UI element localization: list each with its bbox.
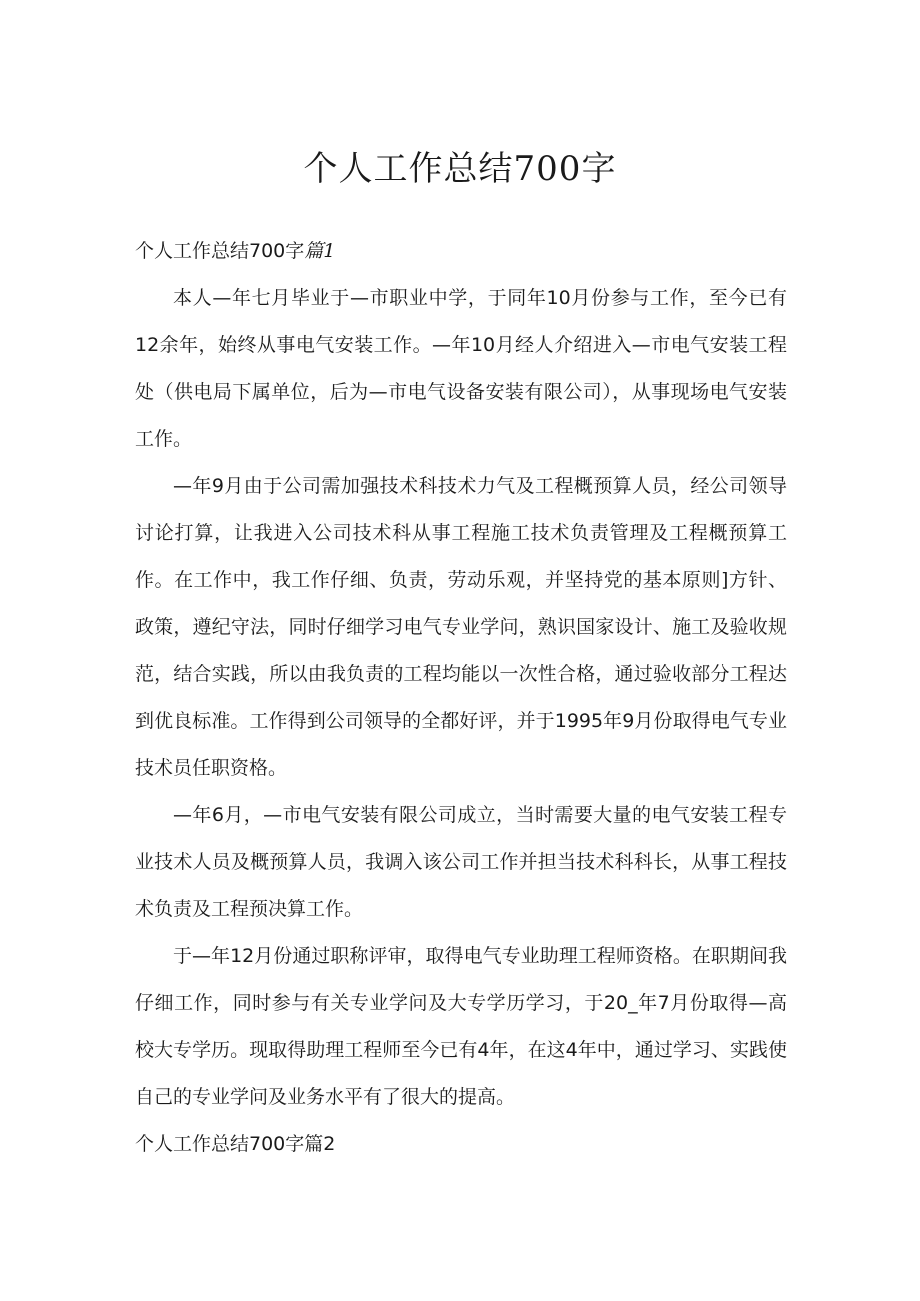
paragraph-1: 本人—年七月毕业于—市职业中学，于同年10月份参与工作，至今已有12余年，始终从事电气安装工作。—年10月经人介绍进入—市电气安装工程处（供电局下属单位，后为—市电气设备安装有限公司），从事现场电气安装工作。: [135, 287, 787, 450]
paragraph-2: —年9月由于公司需加强技术科技术力气及工程概预算人员，经公司领导讨论打算，让我进入公司技术科从事工程施工技术负责管理及工程概预算工作。在工作中，我工作仔细、负责，劳动乐观，并坚持党的基本原则]方针、政策，遵纪守法，同时仔细学习电气专业学问，熟识国家设计、施工及验收规范，结合实践，所以由我负责的工程均能以一次性合格，通过验收部分工程达到优良标准。工作得到公司领导的全都好评，并于1995年9月份取得电气专业技术员任职资格。: [135, 475, 787, 779]
section-heading-2: 个人工作总结700字篇2: [135, 1133, 336, 1155]
section-heading-1-main: 个人工作总结700字: [135, 240, 305, 262]
section-heading-1-suffix: 篇1: [304, 240, 336, 262]
document-body: [135, 228, 787, 1168]
document-title: 个人工作总结700字: [303, 149, 617, 189]
paragraph-4: 于—年12月份通过职称评审，取得电气专业助理工程师资格。在职期间我仔细工作，同时参与有关专业学问及大专学历学习，于20_年7月份取得—高校大专学历。现取得助理工程师至今已有4年，在这4年中，通过学习、实践使自己的专业学问及业务水平有了很大的提高。: [135, 945, 787, 1108]
paragraph-3: —年6月，—市电气安装有限公司成立，当时需要大量的电气安装工程专业技术人员及概预算人员，我调入该公司工作并担当技术科科长，从事工程技术负责及工程预决算工作。: [135, 804, 787, 920]
section-heading-1: [135, 228, 787, 275]
